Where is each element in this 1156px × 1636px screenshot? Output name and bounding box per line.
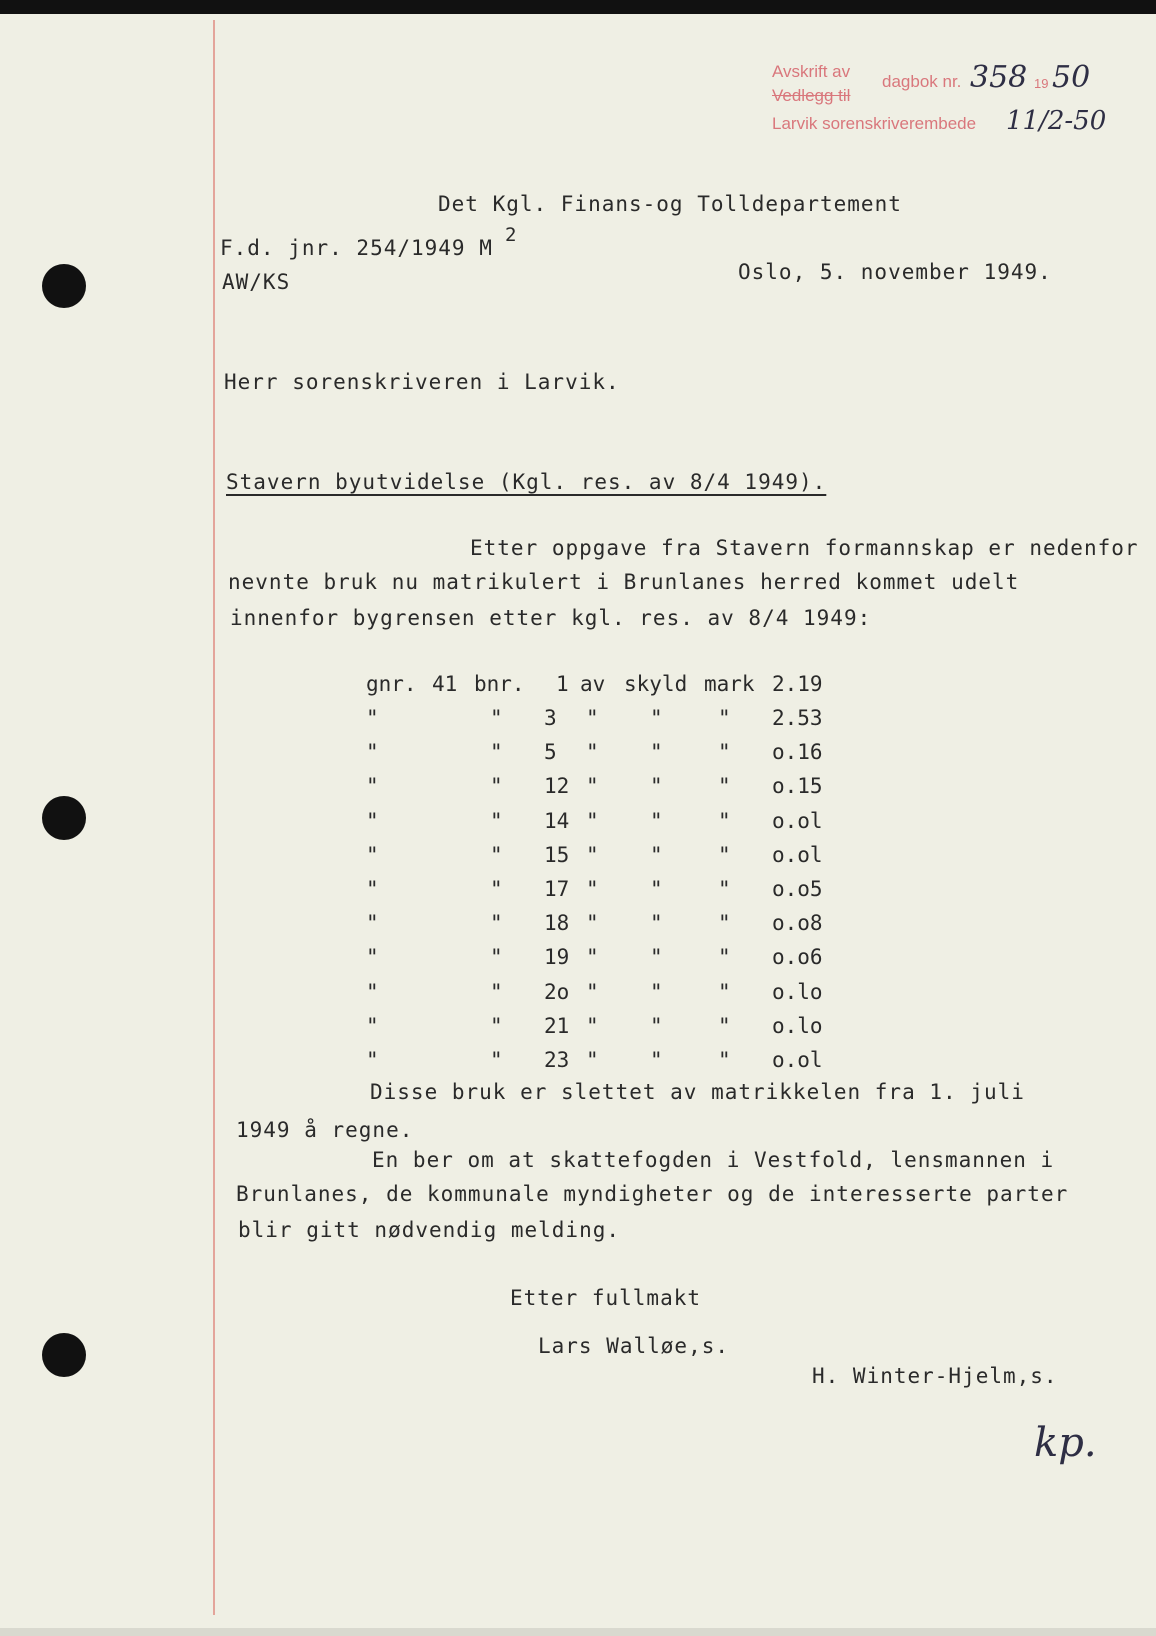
ditto-mark: "	[366, 945, 379, 970]
ditto-mark: "	[366, 808, 379, 833]
ditto-mark: "	[586, 979, 599, 1004]
ditto-mark: "	[586, 945, 599, 970]
stamp-vedlegg: Vedlegg til	[772, 86, 851, 105]
punch-hole-icon	[42, 1333, 86, 1377]
gnr-label: gnr.	[366, 672, 417, 696]
ditto-mark: "	[718, 1048, 731, 1072]
ditto-mark: "	[650, 945, 663, 970]
ditto-mark: "	[490, 808, 503, 833]
ditto-mark: "	[586, 740, 599, 765]
ditto-mark: "	[586, 842, 599, 867]
ditto-mark: "	[718, 1013, 731, 1038]
skyld-value: 2.53	[772, 706, 823, 730]
ditto-mark: "	[586, 877, 599, 901]
bnr-value: 15	[544, 842, 570, 867]
ditto-mark: "	[490, 842, 503, 867]
ditto-mark: "	[490, 1013, 503, 1038]
bnr-value: 23	[544, 1048, 570, 1072]
ditto-mark: "	[650, 774, 663, 799]
closing-authority: Etter fullmakt	[510, 1286, 702, 1310]
punch-hole-icon	[42, 796, 86, 840]
bnr-value: 12	[544, 774, 570, 799]
ditto-mark: "	[718, 877, 731, 901]
ditto-mark: "	[490, 706, 503, 730]
skyld-value: o.o6	[772, 945, 823, 970]
hand-date: 11/2-50	[1006, 106, 1107, 136]
ditto-mark: "	[650, 979, 663, 1004]
skyld-value: o.15	[772, 774, 823, 799]
hand-year: 50	[1052, 60, 1091, 95]
bnr-value: 19	[544, 945, 570, 970]
initials: AW/KS	[222, 270, 291, 294]
gnr-value: 41	[432, 672, 458, 696]
ditto-mark: "	[490, 979, 503, 1004]
bnr-value: 2o	[544, 979, 570, 1004]
ditto-mark: "	[366, 842, 379, 867]
skyld-label: skyld	[624, 672, 688, 696]
mark-label: mark	[704, 672, 755, 696]
bnr-value: 14	[544, 808, 570, 833]
ditto-mark: "	[718, 842, 731, 867]
ditto-mark: "	[586, 1013, 599, 1038]
ditto-mark: "	[366, 774, 379, 799]
ditto-mark: "	[586, 706, 599, 730]
bnr-value: 21	[544, 1013, 570, 1038]
skyld-value: o.o8	[772, 911, 823, 936]
ditto-mark: "	[490, 774, 503, 799]
ditto-mark: "	[718, 808, 731, 833]
ditto-mark: "	[650, 808, 663, 833]
skyld-value: o.ol	[772, 808, 823, 833]
department-name: Det Kgl. Finans-og Tolldepartement	[438, 192, 902, 216]
ditto-mark: "	[718, 979, 731, 1004]
intro-line-1: Etter oppgave fra Stavern formannskap er nedenfor	[470, 536, 1139, 560]
skyld-value: o.o5	[772, 877, 823, 901]
ditto-mark: "	[650, 842, 663, 867]
body-line-3: En ber om at skattefogden i Vestfold, lensmannen i	[372, 1148, 1055, 1172]
ditto-mark: "	[490, 1048, 503, 1072]
ditto-mark: "	[586, 774, 599, 799]
ditto-mark: "	[718, 706, 731, 730]
ditto-mark: "	[586, 808, 599, 833]
ditto-mark: "	[650, 911, 663, 936]
ditto-mark: "	[718, 774, 731, 799]
place-date: Oslo, 5. november 1949.	[738, 260, 1052, 284]
bnr-value: 17	[544, 877, 570, 901]
ditto-mark: "	[366, 1048, 379, 1072]
skyld-value: o.ol	[772, 842, 823, 867]
bnr-value: 3	[544, 706, 557, 730]
ditto-mark: "	[586, 1048, 599, 1072]
ditto-mark: "	[366, 740, 379, 765]
margin-line	[213, 20, 215, 1615]
ditto-mark: "	[490, 945, 503, 970]
journal-reference-sup: 2	[505, 224, 517, 246]
av-label: av	[580, 672, 606, 696]
stamp-avskrift: Avskrift av	[772, 62, 851, 81]
ditto-mark: "	[650, 1013, 663, 1038]
ditto-mark: "	[718, 945, 731, 970]
stamp-office: Larvik sorenskriverembede	[772, 114, 977, 133]
ditto-mark: "	[366, 706, 379, 730]
body-line-2: 1949 å regne.	[236, 1118, 414, 1142]
ditto-mark: "	[366, 911, 379, 936]
ditto-mark: "	[490, 911, 503, 936]
hand-dagbok-number: 358	[970, 60, 1028, 95]
journal-reference: F.d. jnr. 254/1949 M	[220, 236, 493, 260]
body-line-1: Disse bruk er slettet av matrikkelen fra 1. juli	[370, 1080, 1025, 1104]
bnr-label: bnr.	[474, 672, 525, 696]
ditto-mark: "	[366, 877, 379, 901]
ditto-mark: "	[366, 1013, 379, 1038]
bnr-value: 5	[544, 740, 557, 765]
ditto-mark: "	[650, 706, 663, 730]
skyld-value: o.lo	[772, 979, 823, 1004]
stamp-year-prefix: 19	[1034, 76, 1049, 91]
ditto-mark: "	[718, 740, 731, 765]
recipient: Herr sorenskriveren i Larvik.	[224, 370, 620, 394]
skyld-value: o.ol	[772, 1048, 823, 1072]
intro-line-2: nevnte bruk nu matrikulert i Brunlanes herred kommet udelt	[228, 570, 1020, 594]
skyld-value: o.lo	[772, 1013, 823, 1038]
ditto-mark: "	[366, 979, 379, 1004]
bnr-value: 18	[544, 911, 570, 936]
ditto-mark: "	[650, 740, 663, 765]
bnr-value: 1	[556, 672, 569, 696]
ditto-mark: "	[490, 877, 503, 901]
punch-hole-icon	[42, 264, 86, 308]
subject: Stavern byutvidelse (Kgl. res. av 8/4 1949).	[226, 470, 827, 494]
body-line-4: Brunlanes, de kommunale myndigheter og de interesserte parter	[236, 1182, 1069, 1206]
skyld-value: 2.19	[772, 672, 823, 696]
stamp-dagbok: dagbok nr.	[882, 72, 962, 91]
ditto-mark: "	[650, 877, 663, 901]
handwritten-initials: kp.	[1034, 1420, 1097, 1466]
intro-line-3: innenfor bygrensen etter kgl. res. av 8/4 1949:	[230, 606, 872, 630]
body-line-5: blir gitt nødvendig melding.	[238, 1218, 621, 1242]
skyld-value: o.16	[772, 740, 823, 765]
ditto-mark: "	[490, 740, 503, 765]
ditto-mark: "	[586, 911, 599, 936]
ditto-mark: "	[718, 911, 731, 936]
ditto-mark: "	[650, 1048, 663, 1072]
signer-1: Lars Walløe,s.	[538, 1334, 730, 1358]
signer-2: H. Winter-Hjelm,s.	[812, 1364, 1058, 1388]
